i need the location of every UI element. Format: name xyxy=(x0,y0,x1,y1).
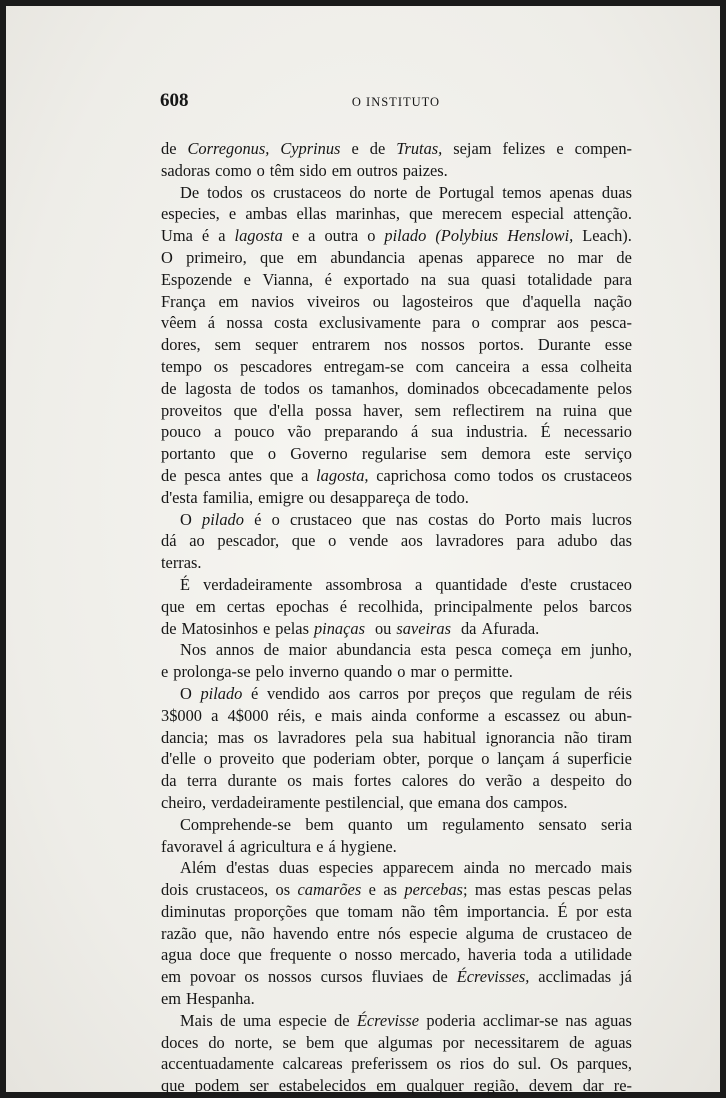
text-line: terras. xyxy=(161,553,202,573)
text-line: proveitos que d'ella possa haver, sem reflectirem na ruina que xyxy=(161,400,632,420)
body-text xyxy=(161,138,632,1097)
page-number: 608 xyxy=(160,90,189,111)
text-line: O pilado é o crustaceo que nas costas do Porto mais lucros xyxy=(180,509,632,529)
book-page xyxy=(6,6,720,1096)
text-line: França em navios viveiros ou lagosteiros que d'aquella nação xyxy=(161,291,632,311)
text-line: em povoar os nossos cursos fluviaes de Écrevisses, acclimadas já xyxy=(161,967,632,987)
running-title: O INSTITUTO xyxy=(351,95,441,109)
text-line: tempo os pescadores entregam-se com canceira a essa colheita xyxy=(161,356,632,376)
text-line: razão que, não havendo entre nós especie alguma de crustaceo de xyxy=(161,923,632,943)
text-line: pouco a pouco vão preparando á sua industria. É necessario xyxy=(161,422,632,442)
text-line: Mais de uma especie de Écrevisse poderia acclimar-se nas aguas xyxy=(180,1010,632,1030)
text-line: d'esta familia, emigre ou desappareça de todo. xyxy=(161,487,469,507)
text-line: Além d'estas duas especies apparecem ainda no mercado mais xyxy=(180,858,632,878)
text-line: O pilado é vendido aos carros por preços que regulam de réis xyxy=(180,683,632,703)
text-line: O primeiro, que em abundancia apenas apparece no mar de xyxy=(161,247,632,267)
text-line: De todos os crustaceos do norte de Portugal temos apenas duas xyxy=(180,182,632,202)
text-line: sadoras como o têm sido em outros paizes. xyxy=(161,160,448,180)
text-line: especies, e ambas ellas marinhas, que merecem especial attenção. xyxy=(161,204,632,224)
text-line: da terra durante os mais fortes calores do verão a despeito do xyxy=(161,771,632,791)
text-line: que em certas epochas é recolhida, principalmente pelos barcos xyxy=(161,596,632,616)
text-line: e prolonga-se pelo inverno quando o mar o permitte. xyxy=(161,662,513,682)
text-line: dá ao pescador, que o vende aos lavradores para adubo das xyxy=(161,531,632,551)
text-line: doces do norte, se bem que algumas por necessitarem de aguas xyxy=(161,1032,632,1052)
text-line: Nos annos de maior abundancia esta pesca começa em junho, xyxy=(180,640,632,660)
text-line: de pesca antes que a lagosta, caprichosa como todos os crustaceos xyxy=(161,465,632,485)
text-line: d'elle o proveito que poderiam obter, porque o lançam á superficie xyxy=(161,749,632,769)
text-line: vêem á nossa costa exclusivamente para o comprar aos pesca- xyxy=(161,313,632,333)
text-line: portanto que o Governo regularise sem demora este serviço xyxy=(161,444,632,464)
text-line: dores, sem sequer entrarem nos nossos portos. Durante esse xyxy=(161,335,632,355)
text-line: de lagosta de todos os tamanhos, dominados obcecadamente pelos xyxy=(161,378,632,398)
page-header xyxy=(160,90,632,114)
text-line: Comprehende-se bem quanto um regulamento sensato seria xyxy=(180,814,632,834)
text-line: É verdadeiramente assombrosa a quantidade d'este crustaceo xyxy=(180,574,632,594)
text-line: favoravel á agricultura e á hygiene. xyxy=(161,836,397,856)
text-line: agua doce que frequente o nosso mercado, haveria toda a utilidade xyxy=(161,945,632,965)
text-line: dois crustaceos, os camarões e as percebas; mas estas pescas pelas xyxy=(161,880,632,900)
text-line: Espozende e Vianna, é exportado na sua quasi totalidade para xyxy=(161,269,632,289)
text-line: que podem ser estabelecidos em qualquer região, devem dar re- xyxy=(161,1076,632,1096)
text-line: em Hespanha. xyxy=(161,989,255,1009)
text-line: accentuadamente calcareas preferissem os rios do sul. Os parques, xyxy=(161,1054,632,1074)
text-line: 3$000 a 4$000 réis, e mais ainda conforme a escassez ou abun- xyxy=(161,705,632,725)
text-line: diminutas proporções que tomam não têm importancia. É por esta xyxy=(161,901,632,921)
text-line: dancia; mas os lavradores pela sua habitual ignorancia não tiram xyxy=(161,727,632,747)
text-line: de Corregonus, Cyprinus e de Trutas, sejam felizes e compen- xyxy=(161,139,632,158)
text-line: de Matosinhos e pelas pinaças ou saveiras da Afurada. xyxy=(161,618,540,638)
text-line: Uma é a lagosta e a outra o pilado (Polybius Henslowi, Leach). xyxy=(161,226,632,246)
text-line: cheiro, verdadeiramente pestilencial, que emana dos campos. xyxy=(161,792,568,812)
